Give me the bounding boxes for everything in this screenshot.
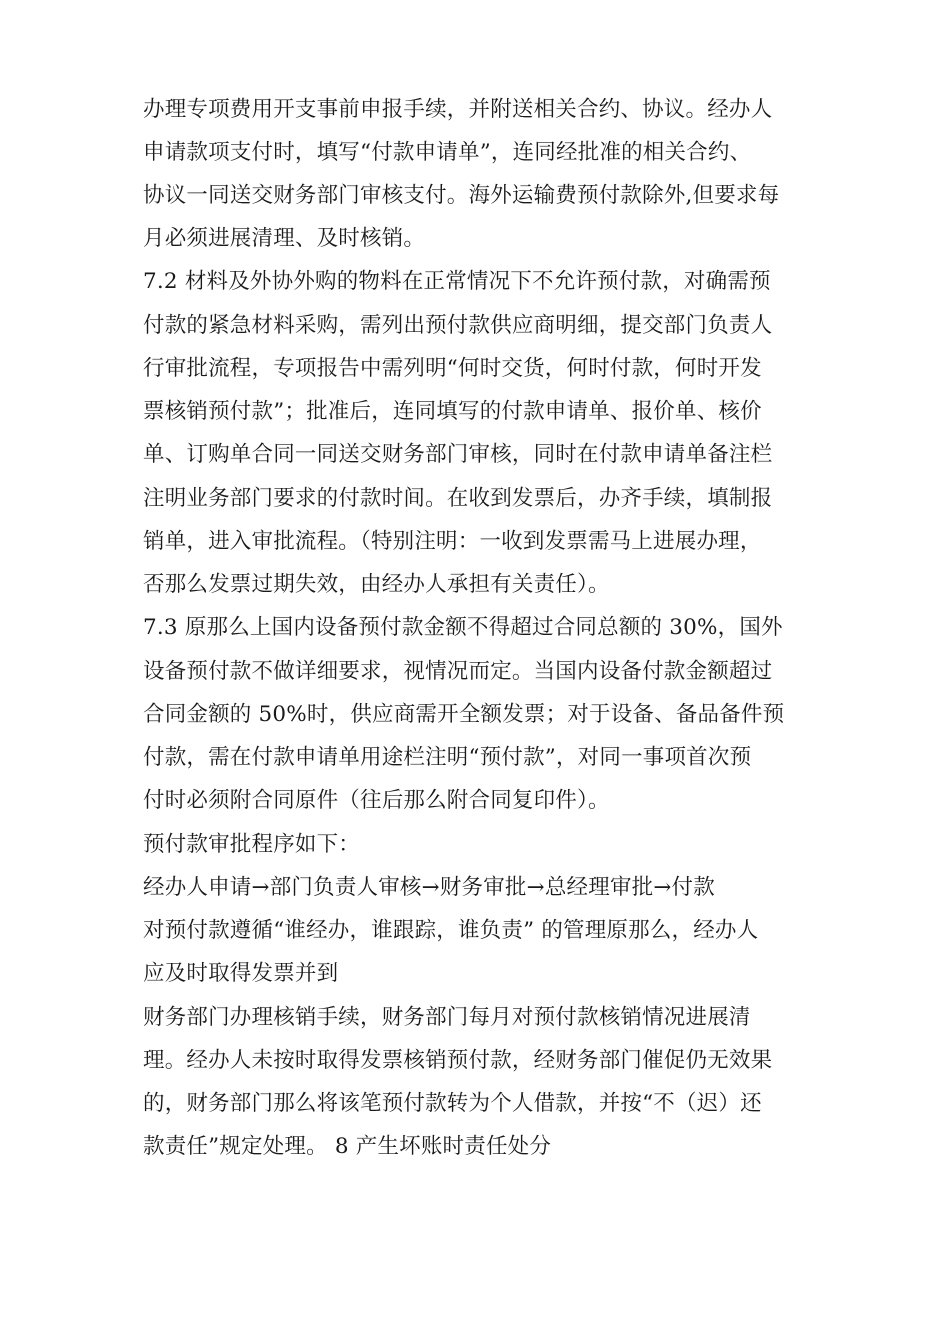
text-line: 经办人申请→部门负责人审核→财务审批→总经理审批→付款 — [143, 875, 715, 900]
text-line: 月必须进展清理、及时核销。 — [143, 226, 426, 251]
text-line: 行审批流程，专项报告中需列明“何时交货，何时付款，何时开发 — [143, 356, 762, 381]
text-line: 否那么发票过期失效，由经办人承担有关责任）。 — [143, 572, 610, 597]
text-line: 合同金额的 50%时，供应商需开全额发票；对于设备、备品备件预 — [143, 702, 785, 727]
text-line: 款责任”规定处理。 8 产生坏账时责任处分 — [143, 1134, 552, 1159]
text-line: 单、订购单合同一同送交财务部门审核，同时在付款申请单备注栏 — [143, 442, 773, 467]
text-line: 票核销预付款”；批准后，连同填写的付款申请单、报价单、核价 — [143, 399, 762, 424]
text-line: 理。经办人未按时取得发票核销预付款，经财务部门催促仍无效果 — [143, 1048, 773, 1073]
text-line: 付时必须附合同原件（往后那么附合同复印件）。 — [143, 788, 610, 813]
text-line: 应及时取得发票并到 — [143, 961, 339, 986]
text-line: 7.2 材料及外协外购的物料在正常情况下不允许预付款，对确需预 — [143, 269, 771, 294]
text-line: 销单，进入审批流程。（特别注明：一收到发票需马上进展办理， — [143, 529, 762, 554]
text-line: 申请款项支付时，填写“付款申请单”，连同经批准的相关合约、 — [143, 140, 752, 165]
text-line: 预付款审批程序如下： — [143, 832, 361, 857]
text-line: 的，财务部门那么将该笔预付款转为个人借款，并按“不（迟）还 — [143, 1091, 762, 1116]
text-line: 对预付款遵循“谁经办，谁跟踪，谁负责” 的管理原那么，经办人 — [143, 918, 759, 943]
text-line: 注明业务部门要求的付款时间。在收到发票后，办齐手续，填制报 — [143, 486, 773, 511]
text-line: 7.3 原那么上国内设备预付款金额不得超过合同总额的 30%，国外 — [143, 615, 783, 640]
text-line: 付款的紧急材料采购，需列出预付款供应商明细，提交部门负责人 — [143, 313, 773, 338]
text-line: 设备预付款不做详细要求，视情况而定。当国内设备付款金额超过 — [143, 659, 773, 684]
text-line: 协议一同送交财务部门审核支付。海外运输费预付款除外,但要求每 — [143, 183, 780, 208]
text-line: 付款，需在付款申请单用途栏注明“预付款”，对同一事项首次预 — [143, 745, 752, 770]
text-line: 办理专项费用开支事前申报手续，并附送相关合约、协议。经办人 — [143, 97, 773, 122]
text-line: 财务部门办理核销手续，财务部门每月对预付款核销情况进展清 — [143, 1005, 751, 1030]
